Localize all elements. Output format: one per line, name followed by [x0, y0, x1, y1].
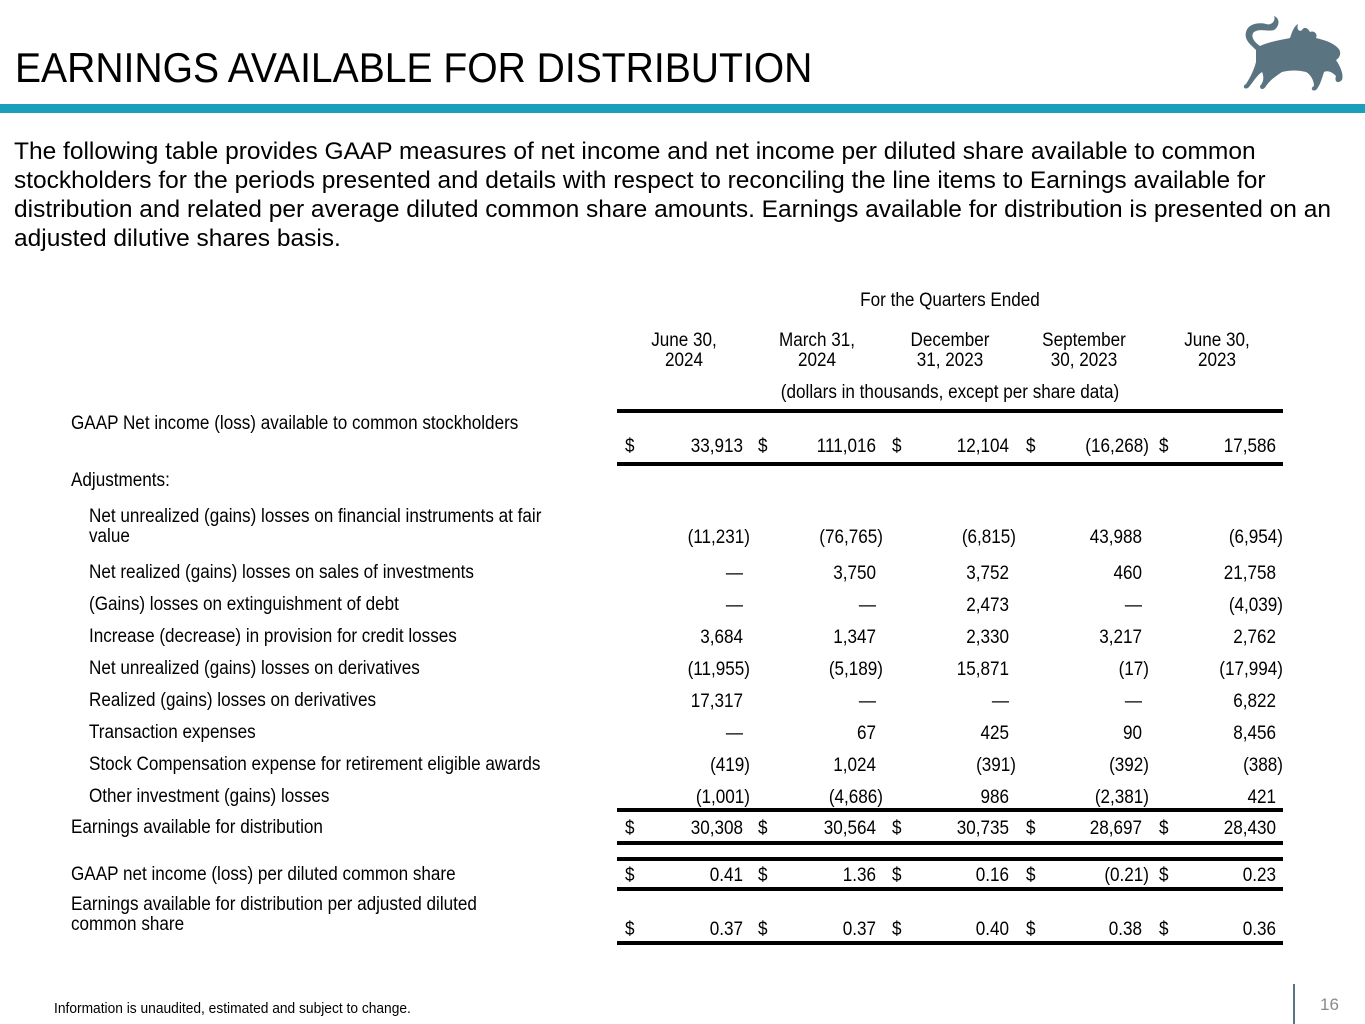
- table-cell-value: 28,697: [1089, 818, 1142, 839]
- row-label: [89, 787, 329, 807]
- table-cell-value: 33,913: [690, 436, 743, 457]
- column-header-line1: December: [910, 330, 990, 351]
- table-cell-value: (16,268): [1085, 436, 1149, 457]
- table-cell-value: (4,039): [1228, 595, 1283, 616]
- currency-symbol: $: [625, 818, 635, 839]
- currency-symbol: $: [758, 865, 768, 886]
- row-label-text: Other investment (gains) losses: [89, 786, 330, 807]
- table-cell-value: (76,765): [819, 527, 883, 548]
- table-cell-value: (4,686): [828, 787, 883, 808]
- column-header: [754, 331, 880, 371]
- table-cell-value: (6,954): [1228, 527, 1283, 548]
- row-label: [89, 627, 457, 647]
- table-cell-value: 0.37: [709, 919, 743, 940]
- row-label-text-cont: common share: [71, 914, 185, 935]
- table-cell-value: 30,735: [956, 818, 1009, 839]
- table-cell-value: (5,189): [828, 659, 883, 680]
- row-label-text: Increase (decrease) in provision for credit losses: [89, 626, 457, 647]
- table-cell-value: 17,317: [690, 691, 743, 712]
- table-cell-value: 30,564: [823, 818, 876, 839]
- table-cell-value: —: [858, 595, 876, 616]
- page-number-divider: [1293, 984, 1295, 1024]
- column-header-line1: June 30,: [1184, 330, 1250, 351]
- table-cell-value: 67: [856, 723, 876, 744]
- table-cell-value: (11,231): [687, 527, 750, 548]
- table-cell-value: (391): [976, 755, 1016, 776]
- table-cell-value: 12,104: [956, 436, 1009, 457]
- column-header-line2: 2024: [797, 350, 837, 371]
- table-cell-value: 6,822: [1233, 691, 1276, 712]
- table-rule: [617, 808, 1283, 812]
- table-cell-value: 0.23: [1242, 865, 1276, 886]
- table-cell-value: 421: [1247, 787, 1276, 808]
- column-header-line2: 31, 2023: [916, 350, 984, 371]
- row-label: [89, 659, 420, 679]
- currency-symbol: $: [1159, 919, 1169, 940]
- currency-symbol: $: [1026, 818, 1036, 839]
- table-rule: [617, 841, 1283, 845]
- table-cell-value: (388): [1243, 755, 1283, 776]
- table-cell-value: (1,001): [695, 787, 750, 808]
- table-cell-value: 0.16: [975, 865, 1009, 886]
- table-cell-value: 1.36: [842, 865, 876, 886]
- table-cell-value: 1,024: [833, 755, 876, 776]
- table-cell-value: —: [1124, 595, 1142, 616]
- table-cell-value: 28,430: [1223, 818, 1276, 839]
- page-title: EARNINGS AVAILABLE FOR DISTRIBUTION: [15, 44, 813, 91]
- table-rule: [617, 857, 1283, 861]
- row-label-text: Realized (gains) losses on derivatives: [89, 690, 377, 711]
- table-rule-top: [617, 409, 1283, 413]
- table-cell-value: 3,684: [700, 627, 743, 648]
- table-cell-value: 15,871: [956, 659, 1009, 680]
- table-cell-value: 3,750: [833, 563, 876, 584]
- currency-symbol: $: [625, 436, 635, 457]
- row-label: [71, 818, 323, 838]
- table-cell-value: —: [991, 691, 1009, 712]
- currency-symbol: $: [892, 818, 902, 839]
- page-number: 16: [1320, 995, 1339, 1014]
- table-rule: [617, 887, 1283, 891]
- row-label-text: Net realized (gains) losses on sales of investments: [89, 562, 474, 583]
- table-cell-value: 0.41: [709, 865, 743, 886]
- currency-symbol: $: [1026, 865, 1036, 886]
- row-label-text: Earnings available for distribution: [71, 817, 323, 838]
- row-label: [89, 723, 256, 743]
- units-note: (dollars in thousands, except per share data): [780, 382, 1120, 403]
- column-header: [1021, 331, 1147, 371]
- currency-symbol: $: [892, 436, 902, 457]
- row-label-text: GAAP net income (loss) per diluted common share: [71, 864, 456, 885]
- row-label: [89, 563, 474, 583]
- table-cell-value: 3,752: [966, 563, 1009, 584]
- intro-paragraph: The following table provides GAAP measures of net income and net income per diluted share available to common stockholders for the periods presented and details with respect to reconciling the line items to Earnings available for distribution and related per average diluted common share amounts. Earnings available for distribution is presented on an adjusted dilutive shares basis.: [14, 138, 1331, 252]
- row-label: [89, 755, 540, 775]
- table-cell-value: 425: [980, 723, 1009, 744]
- currency-symbol: $: [758, 919, 768, 940]
- table-cell-value: (17,994): [1219, 659, 1283, 680]
- table-cell-value: 0.38: [1108, 919, 1142, 940]
- table-cell-value: 460: [1113, 563, 1142, 584]
- currency-symbol: $: [625, 865, 635, 886]
- row-label-text: Earnings available for distribution per adjusted diluted: [71, 894, 477, 915]
- table-cell-value: —: [858, 691, 876, 712]
- table-cell-value: 0.36: [1242, 919, 1276, 940]
- table-cell-value: (392): [1109, 755, 1149, 776]
- table-cell-value: 2,762: [1233, 627, 1276, 648]
- table-cell-value: 30,308: [690, 818, 743, 839]
- table-cell-value: 0.37: [842, 919, 876, 940]
- table-cell-value: 21,758: [1223, 563, 1276, 584]
- row-label-text: GAAP Net income (loss) available to common stockholders: [71, 413, 519, 434]
- section-label-adjustments: [71, 471, 170, 491]
- table-cell-value: 0.40: [975, 919, 1009, 940]
- table-cell-value: —: [725, 723, 743, 744]
- column-header: [887, 331, 1013, 371]
- column-header-line2: 30, 2023: [1050, 350, 1118, 371]
- table-cell-value: (0.21): [1104, 865, 1149, 886]
- row-label-text: Transaction expenses: [89, 722, 256, 743]
- table-cell-value: (2,381): [1094, 787, 1149, 808]
- footnote: Information is unaudited, estimated and subject to change.: [54, 1001, 411, 1017]
- currency-symbol: $: [1159, 865, 1169, 886]
- row-label-text: Net unrealized (gains) losses on derivatives: [89, 658, 420, 679]
- table-cell-value: (419): [710, 755, 750, 776]
- currency-symbol: $: [1026, 919, 1036, 940]
- currency-symbol: $: [1159, 436, 1169, 457]
- table-cell-value: 17,586: [1223, 436, 1276, 457]
- row-label-text: Net unrealized (gains) losses on financial instruments at fair: [89, 506, 542, 527]
- row-label-text: (Gains) losses on extinguishment of debt: [89, 594, 399, 615]
- row-label: [89, 507, 541, 547]
- column-header-line2: 2024: [664, 350, 704, 371]
- table-cell-value: 3,217: [1099, 627, 1142, 648]
- currency-symbol: $: [1026, 436, 1036, 457]
- table-cell-value: 90: [1122, 723, 1142, 744]
- table-cell-value: 43,988: [1089, 527, 1142, 548]
- column-header-line1: June 30,: [651, 330, 717, 351]
- currency-symbol: $: [892, 865, 902, 886]
- column-header-line1: September: [1042, 330, 1126, 351]
- row-label: [71, 865, 456, 885]
- table-cell-value: (11,955): [687, 659, 750, 680]
- currency-symbol: $: [1159, 818, 1169, 839]
- table-cell-value: 986: [980, 787, 1009, 808]
- table-cell-value: 2,330: [966, 627, 1009, 648]
- row-label: [71, 895, 477, 935]
- row-label: [89, 595, 399, 615]
- table-cell-value: 111,016: [816, 436, 876, 457]
- row-label: [71, 414, 518, 434]
- table-cell-value: (6,815): [961, 527, 1016, 548]
- column-header-line1: March 31,: [778, 330, 856, 351]
- column-header: [621, 331, 747, 371]
- currency-symbol: $: [758, 818, 768, 839]
- row-label-text: Adjustments:: [71, 470, 170, 491]
- currency-symbol: $: [892, 919, 902, 940]
- row-label-text: Stock Compensation expense for retirement eligible awards: [89, 754, 541, 775]
- currency-symbol: $: [758, 436, 768, 457]
- table-rule: [617, 462, 1283, 466]
- row-label: [89, 691, 376, 711]
- table-cell-value: 8,456: [1233, 723, 1276, 744]
- table-cell-value: —: [725, 595, 743, 616]
- table-cell-value: 1,347: [833, 627, 876, 648]
- table-cell-value: 2,473: [966, 595, 1009, 616]
- column-header: [1154, 331, 1280, 371]
- table-cell-value: (17): [1118, 659, 1149, 680]
- group-header: For the Quarters Ended: [860, 290, 1040, 311]
- table-cell-value: —: [1124, 691, 1142, 712]
- table-cell-value: —: [725, 563, 743, 584]
- currency-symbol: $: [625, 919, 635, 940]
- row-label-text-cont: value: [89, 526, 130, 547]
- table-rule-bottom: [617, 941, 1283, 945]
- column-header-line2: 2023: [1197, 350, 1237, 371]
